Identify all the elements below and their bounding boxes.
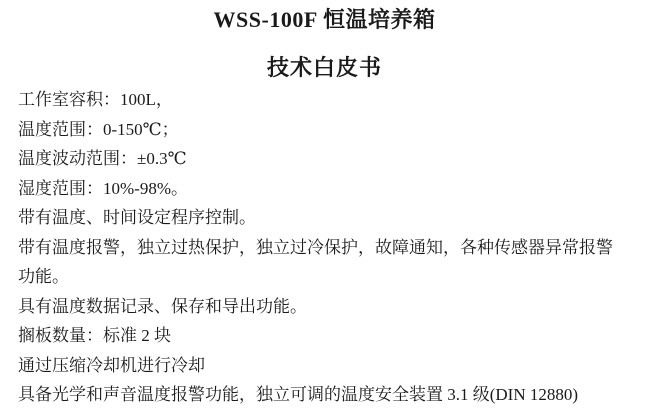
spec-line-temperature-range: 温度范围：0-150℃；: [18, 119, 179, 139]
spec-line-alarm-protection: 带有温度报警，独立过热保护，独立过冷保护，故障通知，各种传感器异常报警: [18, 237, 613, 257]
spec-line-data-logging: 具有温度数据记录、保存和导出功能。: [18, 296, 307, 316]
spec-line-alarm-protection-wrap: 功能。: [18, 267, 69, 286]
document-subtitle: 技术白皮书: [266, 55, 382, 80]
spec-line-work-chamber-volume: 工作室容积：100L，: [18, 90, 173, 109]
document-body: [0, 85, 649, 410]
spec-line-program-control: 带有温度、时间设定程序控制。: [18, 208, 256, 227]
spec-line-compressor-cooling: 通过压缩冷却机进行冷却: [18, 355, 205, 375]
spec-line-safety-device: 具备光学和声音温度报警功能，独立可调的温度安全装置 3.1 级(DIN 12880): [18, 385, 579, 404]
document-title: WSS-100F 恒温培养箱: [213, 7, 436, 32]
spec-line-humidity-range: 湿度范围：10%-98%。: [18, 178, 188, 198]
spec-line-shelf-count: 搁板数量：标准 2 块: [18, 326, 171, 345]
spec-line-temperature-fluctuation: 温度波动范围：±0.3℃: [18, 149, 187, 168]
